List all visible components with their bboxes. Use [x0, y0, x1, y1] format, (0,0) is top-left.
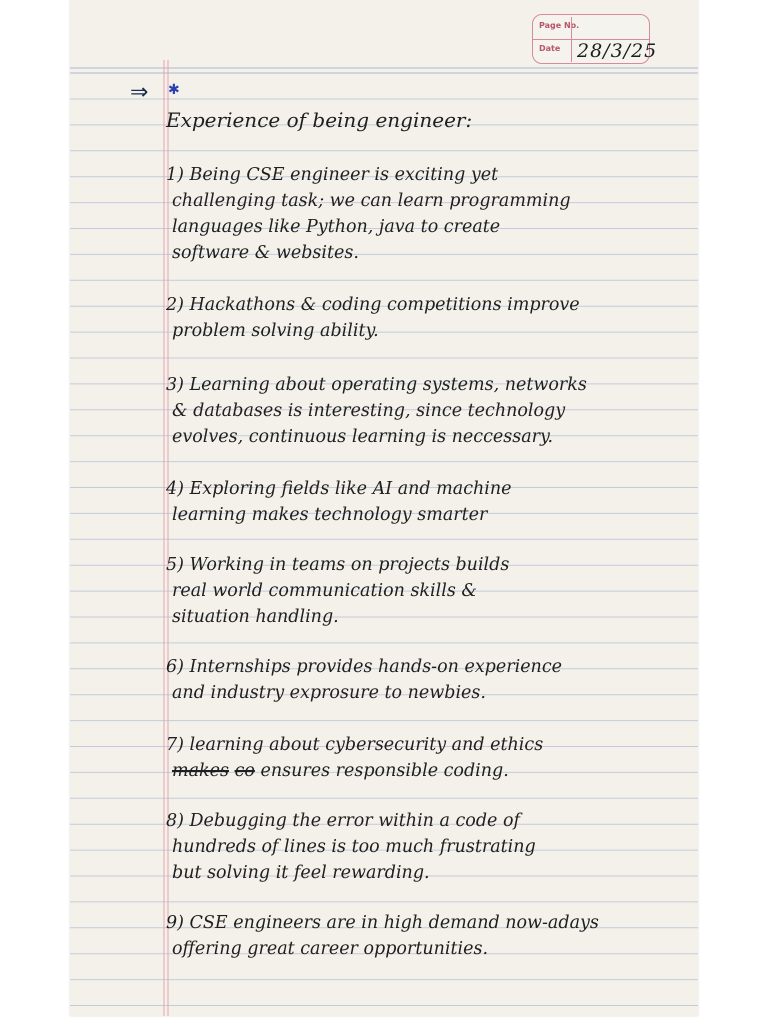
page-heading: Experience of being engineer: [166, 108, 473, 132]
star-icon: ✱ [168, 82, 180, 98]
item-2-line-2: problem solving ability. [172, 321, 379, 341]
item-6-line-2: and industry exprosure to newbies. [172, 683, 486, 703]
page-no-label: Page No. [539, 21, 580, 30]
struck-word-1: makes [172, 761, 229, 781]
item-9-line-1: 9) CSE engineers are in high demand now-adays [166, 913, 599, 933]
item-3-line-3: evolves, continuous learning is neccessary. [172, 427, 554, 447]
date-label: Date [539, 44, 561, 53]
item-2-line-1: 2) Hackathons & coding competitions improve [166, 295, 580, 315]
item-9-line-2: offering great career opportunities. [172, 939, 489, 959]
item-6-line-1: 6) Internships provides hands-on experience [166, 657, 562, 677]
item-3-line-1: 3) Learning about operating systems, networks [166, 375, 587, 395]
struck-word-2: co [234, 761, 255, 781]
item-7-line-2: ensures responsible coding. [260, 761, 509, 781]
notebook-page [70, 0, 698, 1016]
item-1-line-4: software & websites. [172, 243, 359, 263]
arrow-icon: ⇒ [130, 80, 149, 105]
item-1-line-2: challenging task; we can learn programming [172, 191, 571, 211]
item-5-line-1: 5) Working in teams on projects builds [166, 555, 510, 575]
item-1-line-3: languages like Python, java to create [172, 217, 501, 237]
item-7-line-2-wrap [172, 758, 509, 784]
item-5-line-2: real world communication skills & [172, 581, 477, 601]
item-8-line-1: 8) Debugging the error within a code of [166, 811, 520, 831]
item-3-line-2: & databases is interesting, since technology [172, 401, 566, 421]
item-1-line-1: 1) Being CSE engineer is exciting yet [166, 165, 499, 185]
item-8-line-3: but solving it feel rewarding. [172, 863, 430, 883]
item-7-line-1: 7) learning about cybersecurity and ethics [166, 735, 544, 755]
item-4-line-2: learning makes technology smarter [172, 505, 488, 525]
item-5-line-3: situation handling. [172, 607, 339, 627]
item-8-line-2: hundreds of lines is too much frustrating [172, 837, 536, 857]
date-value: 28/3/25 [577, 40, 658, 62]
item-4-line-1: 4) Exploring fields like AI and machine [166, 479, 512, 499]
page-date-box [532, 14, 658, 64]
